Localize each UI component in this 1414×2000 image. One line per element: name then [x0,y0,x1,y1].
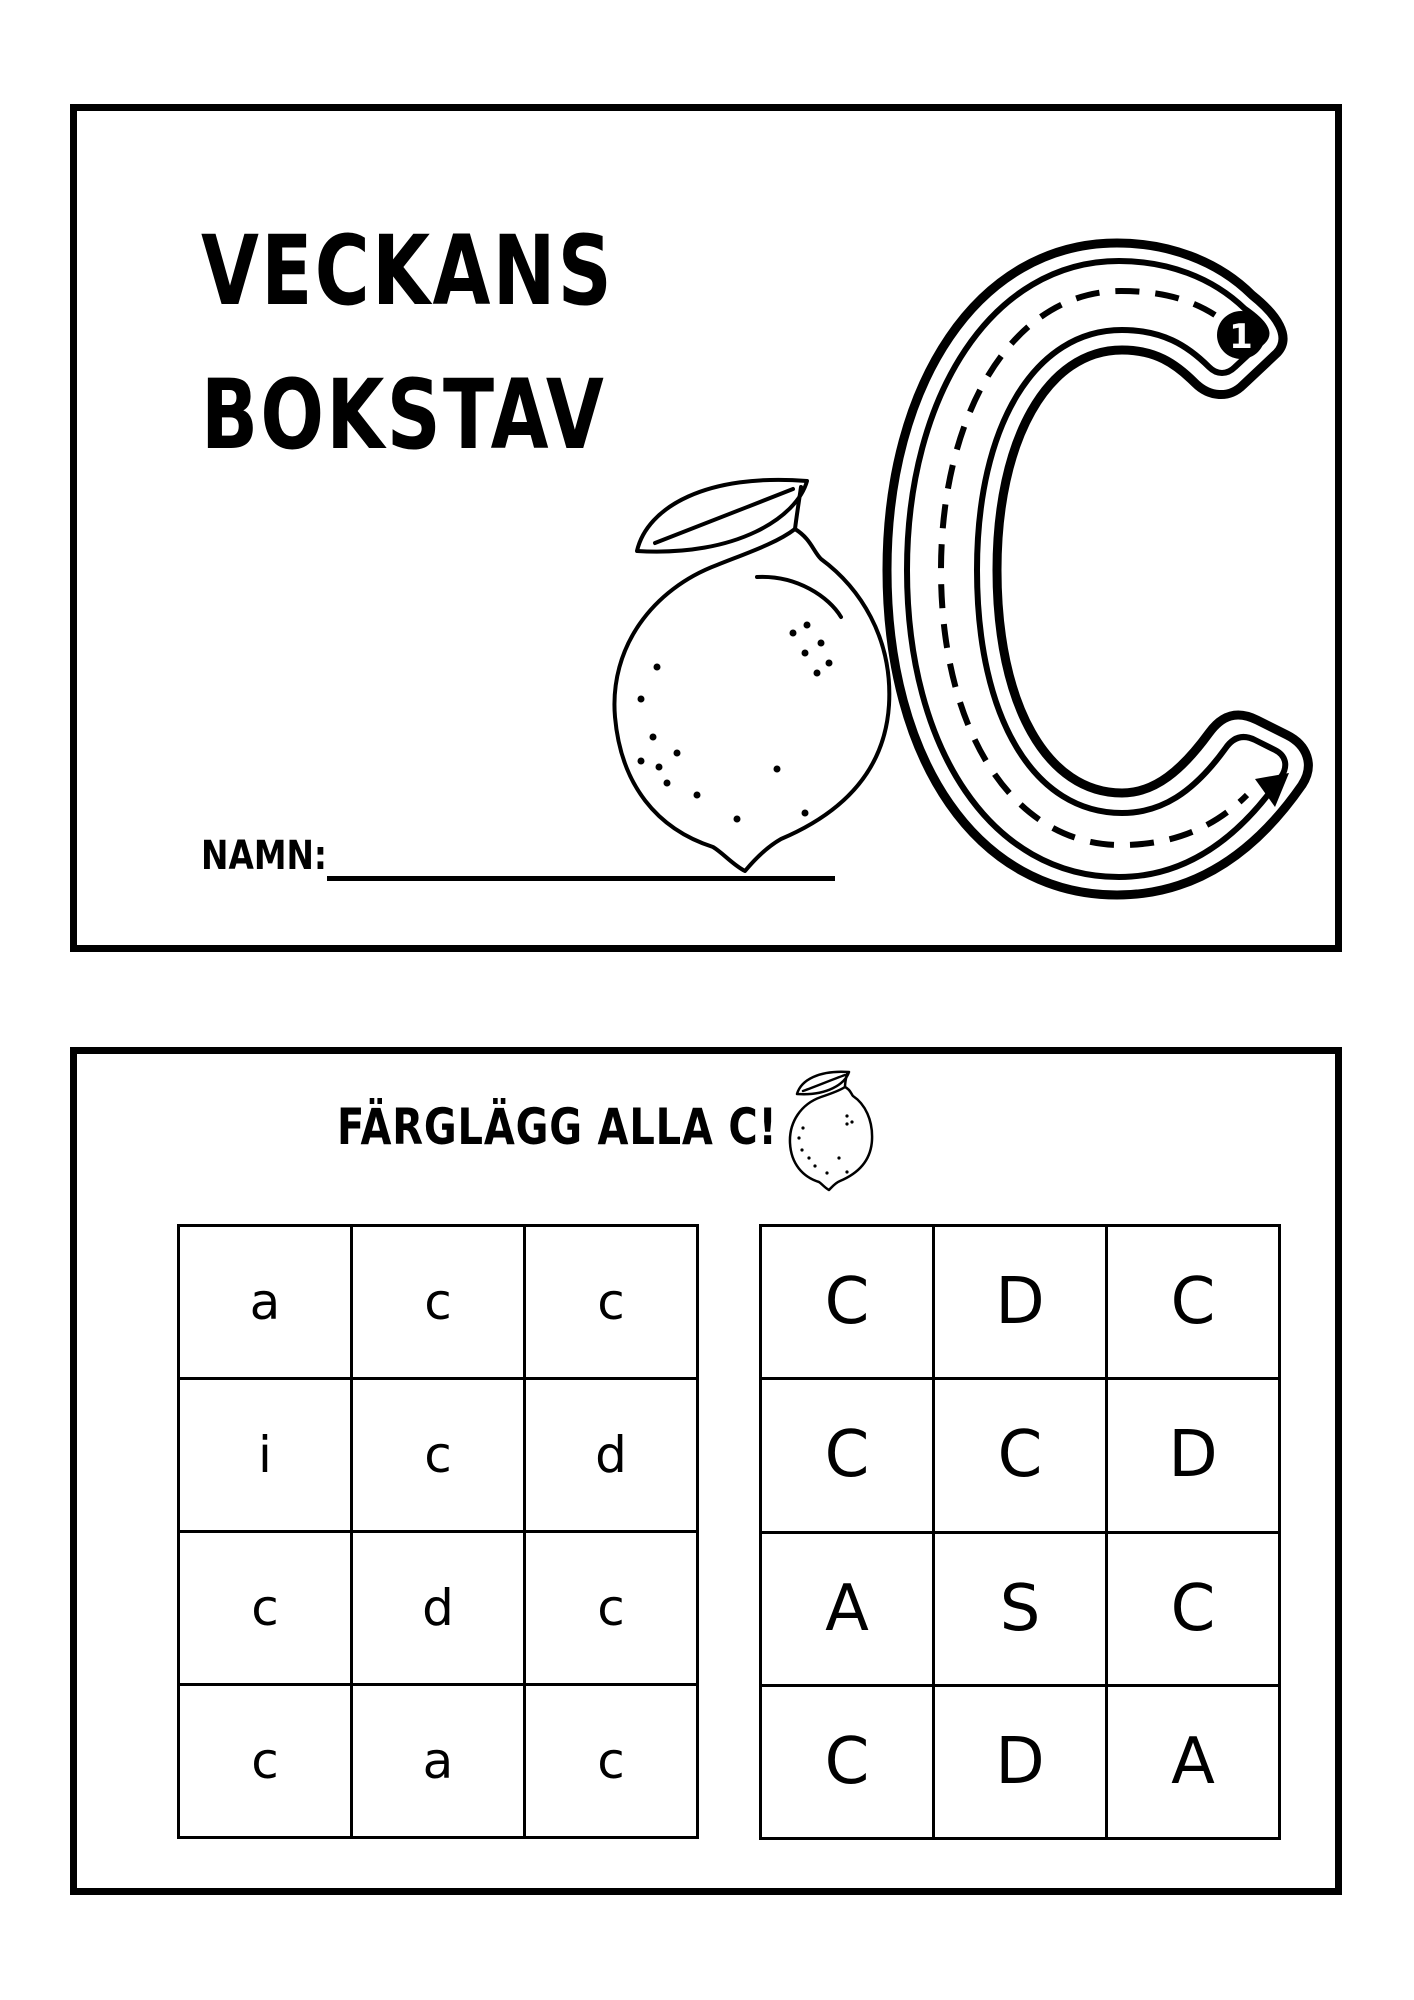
grid-cell[interactable]: a [352,1685,525,1838]
grid-cell[interactable]: d [525,1379,698,1532]
grid-cell[interactable]: A [1107,1685,1280,1838]
table-row [179,1226,698,1379]
grid-cell[interactable]: D [1107,1379,1280,1532]
header-card [70,104,1342,952]
grid-cell[interactable]: C [1107,1532,1280,1685]
table-row [761,1226,1280,1379]
table-row [179,1379,698,1532]
grid-cell[interactable]: i [179,1379,352,1532]
lemon-icon [785,1068,875,1198]
grid-cell[interactable]: C [761,1379,934,1532]
name-field[interactable] [327,876,835,881]
grid-cell[interactable]: c [352,1379,525,1532]
grid-cell[interactable]: c [525,1685,698,1838]
start-number: 1 [1229,317,1253,357]
title-line-1: VECKANS [201,215,615,327]
grid-cell[interactable]: D [934,1226,1107,1379]
table-row [761,1685,1280,1838]
tracing-dashed-path [941,291,1247,845]
grid-cell[interactable]: S [934,1532,1107,1685]
grid-cell[interactable]: C [761,1226,934,1379]
grid-cell[interactable]: C [761,1685,934,1838]
grid-cell[interactable]: d [352,1532,525,1685]
exercise-card [70,1047,1342,1895]
grid-cell[interactable]: c [525,1226,698,1379]
name-label: NAMN: [201,833,328,879]
grid-cell[interactable]: a [179,1226,352,1379]
table-row [179,1685,698,1838]
grid-cell[interactable]: c [525,1532,698,1685]
exercise-heading: FÄRGLÄGG ALLA C! [337,1098,778,1156]
letter-c-tracing-diagram [837,185,1367,955]
grid-cell[interactable]: c [352,1226,525,1379]
grid-cell[interactable]: D [934,1685,1107,1838]
uppercase-letter-grid [759,1224,1281,1840]
table-row [179,1532,698,1685]
lowercase-letter-grid [177,1224,699,1839]
grid-cell[interactable]: C [934,1379,1107,1532]
grid-cell[interactable]: C [1107,1226,1280,1379]
grid-cell[interactable]: c [179,1532,352,1685]
table-row [761,1379,1280,1532]
table-row [761,1532,1280,1685]
grid-cell[interactable]: c [179,1685,352,1838]
grid-cell[interactable]: A [761,1532,934,1685]
title-line-2: BOKSTAV [201,359,607,471]
